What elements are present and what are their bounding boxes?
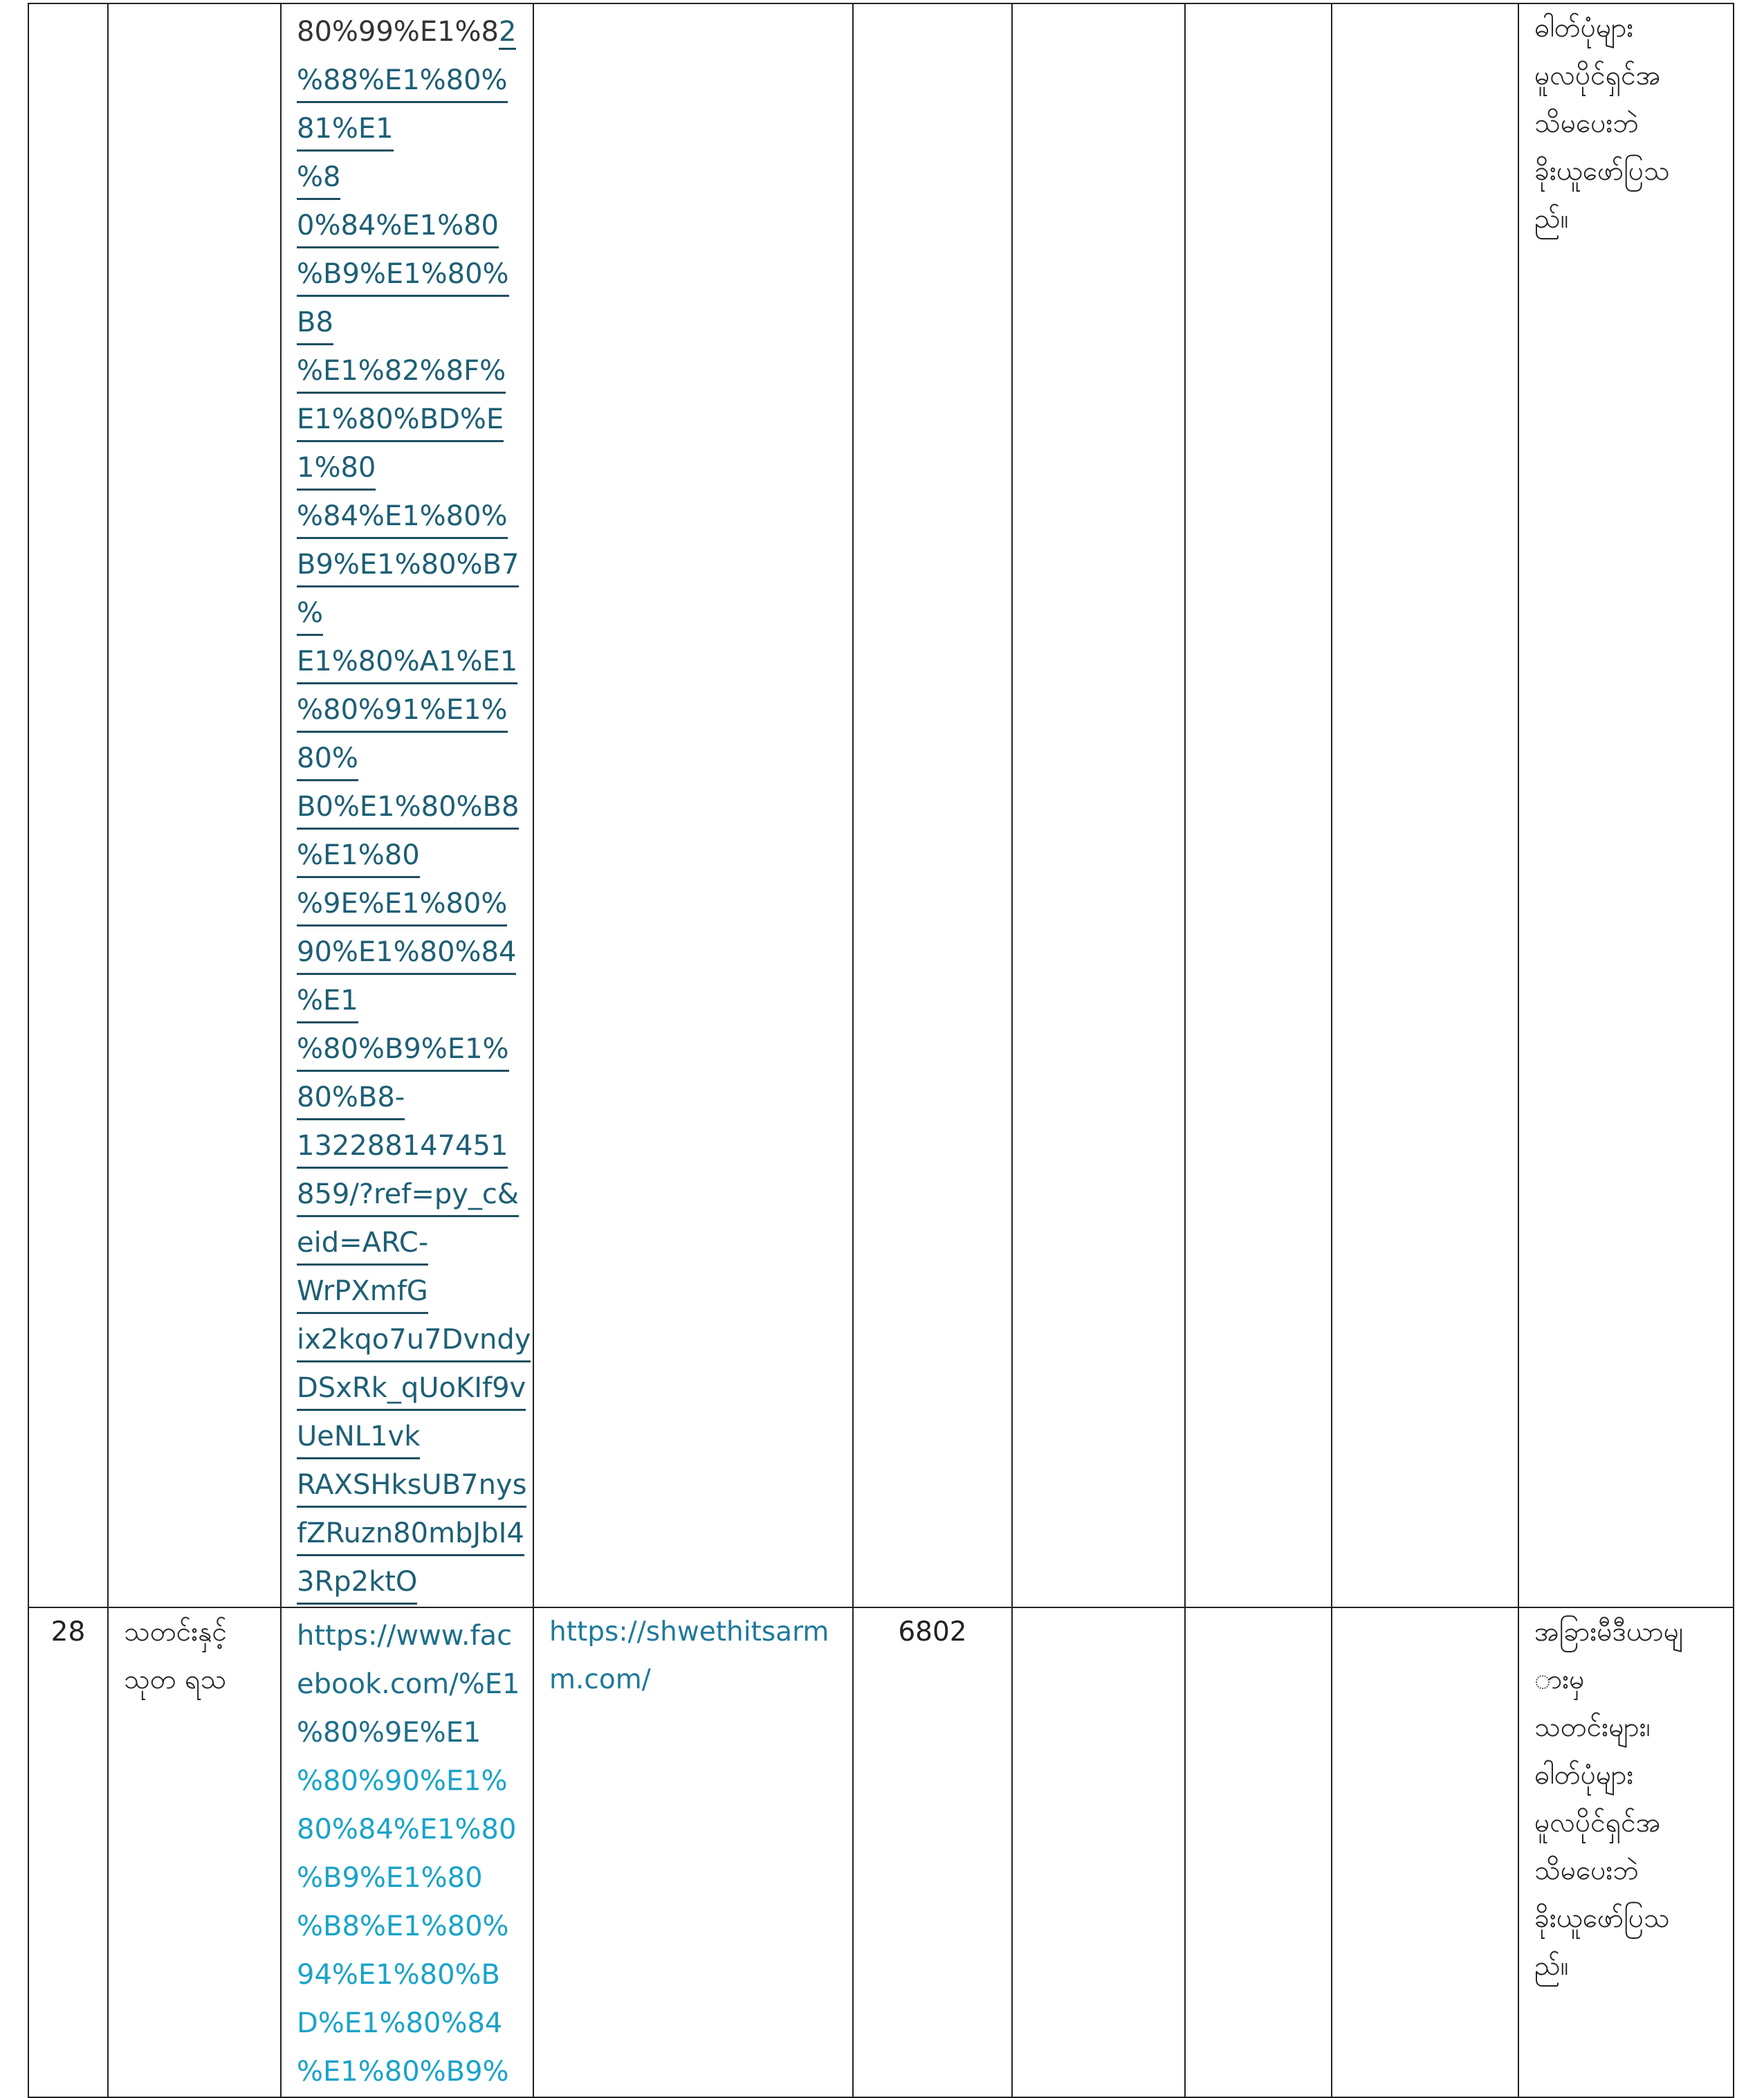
notes-line: ည်။	[1534, 1951, 1569, 1982]
cell-count	[853, 1607, 1012, 2097]
link-line[interactable]: ix2kqo7u7Dvndy	[297, 1316, 533, 1365]
link-line[interactable]: 80%	[297, 735, 533, 783]
link-line[interactable]: fZRuzn80mbJbI4	[297, 1510, 533, 1558]
link-line[interactable]: %80%91%E1%	[297, 686, 533, 735]
cell-website	[533, 3, 853, 1607]
link-line[interactable]: 859/?ref=py_c&	[297, 1171, 533, 1219]
link-line[interactable]: WrPXmfG	[297, 1268, 533, 1316]
cell-website	[533, 1607, 853, 2097]
link-line[interactable]: %	[297, 590, 533, 638]
link-line[interactable]: %E1%80%B9%	[297, 2056, 509, 2088]
link-line[interactable]: %84%E1%80%	[297, 493, 533, 541]
page-name	[109, 1608, 280, 1704]
link-line[interactable]: %E1	[297, 977, 533, 1025]
facebook-link[interactable]	[282, 4, 533, 1607]
cell-empty	[1012, 1607, 1185, 2097]
notes-line: ဓါတ်ပုံများ	[1534, 12, 1634, 44]
link-line[interactable]: 0%84%E1%80	[297, 202, 533, 250]
cell-count	[853, 3, 1012, 1607]
cell-facebook-link	[281, 1607, 533, 2097]
link-line[interactable]: eid=ARC-	[297, 1219, 533, 1268]
link-line[interactable]: %8	[297, 154, 533, 202]
table-row	[28, 1607, 1734, 2097]
notes-line: ဓါတ်ပုံများ	[1534, 1760, 1634, 1791]
link-line[interactable]: D%E1%80%84	[297, 2007, 503, 2039]
link-line[interactable]: ebook.com/%E1	[297, 1668, 520, 1700]
cell-empty	[1332, 1607, 1518, 2097]
link-line[interactable]: 80%84%E1%80	[297, 1814, 517, 1845]
link-line[interactable]: B8	[297, 299, 533, 347]
row-number: 28	[50, 1616, 86, 1648]
link-line[interactable]: %9E%E1%80%	[297, 880, 533, 929]
link-line[interactable]: 80%B8-	[297, 1074, 533, 1122]
notes-line: သတင်းများ၊	[1534, 1712, 1651, 1743]
link-line[interactable]: 132288147451	[297, 1122, 533, 1171]
notes-line: မူလပိုင်ရှင်အ	[1534, 60, 1661, 91]
link-line[interactable]: 80%99%E1%82	[297, 8, 533, 57]
website-line[interactable]: https://shwethitsarm	[549, 1616, 829, 1648]
notes-line: ခိုးယူဖော်ပြသ	[1534, 156, 1670, 187]
link-line[interactable]: 94%E1%80%B	[297, 1959, 500, 1991]
cell-empty	[1185, 3, 1332, 1607]
notes-line: သိမပေးဘဲ	[1534, 1855, 1639, 1886]
cell-notes	[1518, 1607, 1734, 2097]
link-line[interactable]: UeNL1vk	[297, 1413, 533, 1461]
link-line[interactable]: https://www.fac	[297, 1620, 513, 1652]
notes-text	[1519, 4, 1733, 243]
cell-name	[108, 1607, 281, 2097]
link-line[interactable]: B0%E1%80%B8	[297, 783, 533, 832]
notes-line: သိမပေးဘဲ	[1534, 108, 1639, 139]
cell-number	[28, 3, 108, 1607]
cell-empty	[1332, 3, 1518, 1607]
link-line[interactable]: %B9%E1%80%	[297, 250, 533, 299]
link-line[interactable]: %E1%80	[297, 832, 533, 880]
website-line[interactable]: m.com/	[549, 1664, 651, 1695]
website-link[interactable]	[534, 1608, 852, 1704]
data-table	[28, 3, 1734, 2098]
notes-line: အခြားမီဒီယာမျ	[1534, 1616, 1684, 1648]
link-line[interactable]: %80%B9%E1%	[297, 1025, 533, 1074]
page-name-line: သတင်းနှင့်	[124, 1616, 227, 1648]
link-line[interactable]: %80%9E%E1	[297, 1717, 481, 1749]
link-line[interactable]: 90%E1%80%84	[297, 929, 533, 977]
page-name-line: သုတ ရသ	[124, 1664, 227, 1695]
link-line[interactable]: 81%E1	[297, 105, 533, 154]
notes-line: ခိုးယူဖော်ပြသ	[1534, 1903, 1670, 1934]
link-line[interactable]: B9%E1%80%B7	[297, 541, 533, 590]
link-line[interactable]: %B8%E1%80%	[297, 1910, 509, 1942]
notes-text	[1519, 1608, 1733, 1990]
link-line[interactable]: %E1%82%8F%	[297, 347, 533, 396]
notes-line: ားမှ	[1534, 1664, 1585, 1695]
table-row	[28, 3, 1734, 1607]
link-line[interactable]: RAXSHksUB7nys	[297, 1461, 533, 1510]
link-line[interactable]: E1%80%BD%E	[297, 396, 533, 444]
link-line[interactable]: E1%80%A1%E1	[297, 638, 533, 686]
notes-line: မူလပိုင်ရှင်အ	[1534, 1807, 1661, 1839]
link-line[interactable]: %88%E1%80%	[297, 57, 533, 105]
cell-notes	[1518, 3, 1734, 1607]
link-line[interactable]: 1%80	[297, 444, 533, 493]
cell-number	[28, 1607, 108, 2097]
cell-facebook-link	[281, 3, 533, 1607]
link-line[interactable]: 3Rp2ktO	[297, 1558, 533, 1607]
cell-empty	[1012, 3, 1185, 1607]
link-line[interactable]: DSxRk_qUoKIf9v	[297, 1365, 533, 1413]
follower-count: 6802	[898, 1616, 967, 1648]
notes-line: ည်။	[1534, 203, 1569, 235]
link-line[interactable]: %B9%E1%80	[297, 1862, 483, 1894]
cell-name	[108, 3, 281, 1607]
link-line[interactable]: %80%90%E1%	[297, 1765, 508, 1797]
facebook-link[interactable]	[282, 1608, 533, 2097]
cell-empty	[1185, 1607, 1332, 2097]
